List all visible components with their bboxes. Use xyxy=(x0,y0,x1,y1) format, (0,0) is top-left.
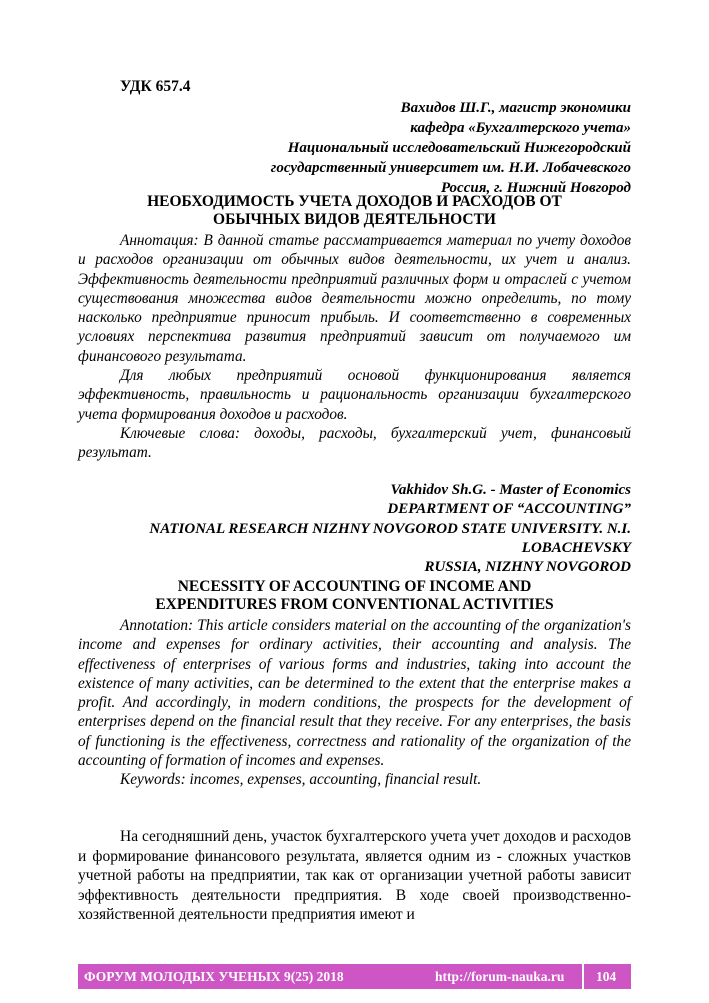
abstract-paragraph: Для любых предприятий основой функционирования является эффективность, правильность и рациональность организации бухгалтерского учета формирования доходов и расходов. xyxy=(78,367,631,423)
title-line: ОБЫЧНЫХ ВИДОВ ДЕЯТЕЛЬНОСТИ xyxy=(213,211,496,228)
university-line-2-ru: государственный университет им. Н.И. Лобачевского xyxy=(270,160,631,176)
location-ru: Россия, г. Нижний Новгород xyxy=(440,180,631,196)
university-line-2-en: LOBACHEVSKY xyxy=(521,539,631,556)
abstract-en xyxy=(78,616,631,790)
abstract-paragraph: Аннотация: В данной статье рассматривается материал по учету доходов и расходов организации от обычных видов деятельности, их учет и анализ. Эффективность деятельности предприятий различных форм и отраслей с учетом существования множества видов деятельности можно определить, по тому насколько предприятие приносит прибыль. И соответственно в современных условиях перспектива развития предприятий зависит от получаемого им финансового результата. xyxy=(78,232,631,365)
abstract-paragraph: Annotation: This article considers material on the accounting of the organization's income and expenses for ordinary activities, their accounting and analysis. The effectiveness of enterprises of various forms and industries, taking into account the existence of many activities, can be determined to the extent that the enterprise makes a profit. And accordingly, in modern conditions, the prospects for the development of enterprises depend on the financial result that they receive. For any enterprises, the basis of functioning is the effectiveness, correctness and rationality of the organization of the accounting of formation of incomes and expenses. xyxy=(78,617,631,770)
department-en: DEPARTMENT OF “ACCOUNTING” xyxy=(387,501,631,518)
journal-name: ФОРУМ МОЛОДЫХ УЧЕНЫХ 9(25) 2018 xyxy=(84,969,344,984)
university-line-1-ru: Национальный исследовательский Нижегородский xyxy=(287,140,631,156)
keywords-en: Keywords: incomes, expenses, accounting, financial result. xyxy=(120,771,482,789)
location-en: RUSSIA, NIZHNY NOVGOROD xyxy=(424,559,631,576)
keywords-ru: Ключевые слова: доходы, расходы, бухгалтерский учет, финансовый результат. xyxy=(78,424,631,462)
page-number: 104 xyxy=(596,969,617,984)
udk-code: УДК 657.4 xyxy=(120,78,191,95)
abstract-ru xyxy=(78,231,631,463)
author-name-en: Vakhidov Sh.G. - Master of Economics xyxy=(390,482,631,498)
title-line: NECESSITY OF ACCOUNTING OF INCOME AND xyxy=(177,578,532,595)
journal-footer-bar xyxy=(78,964,631,989)
footer-divider xyxy=(582,964,584,989)
article-title-en xyxy=(78,578,631,614)
body-paragraph: На сегодняшний день, участок бухгалтерского учета учет доходов и расходов и формирование финансового результата, является одним из - сложных участков учетной работы на предприятии, так как от организации учетной работы зависит эффективность деятельности предприятия. В ходе своей производственно-хозяйственной деятельности предприятия имеют и xyxy=(78,828,632,923)
author-name-ru: Вахидов Ш.Г., магистр экономики xyxy=(400,100,631,116)
author-affiliation-ru xyxy=(71,98,631,198)
body-text xyxy=(78,827,631,925)
title-line: EXPENDITURES FROM CONVENTIONAL ACTIVITIES xyxy=(155,596,554,613)
author-affiliation-en xyxy=(71,481,631,577)
title-line: НЕОБХОДИМОСТЬ УЧЕТА ДОХОДОВ И РАСХОДОВ ОТ xyxy=(147,193,562,210)
article-title-ru xyxy=(78,193,631,229)
journal-url-link[interactable]: http://forum-nauka.ru xyxy=(435,969,565,984)
university-line-1-en: NATIONAL RESEARCH NIZHNY NOVGOROD STATE UNIVERSITY. N.I. xyxy=(149,520,631,537)
department-ru: кафедра «Бухгалтерского учета» xyxy=(410,120,631,136)
